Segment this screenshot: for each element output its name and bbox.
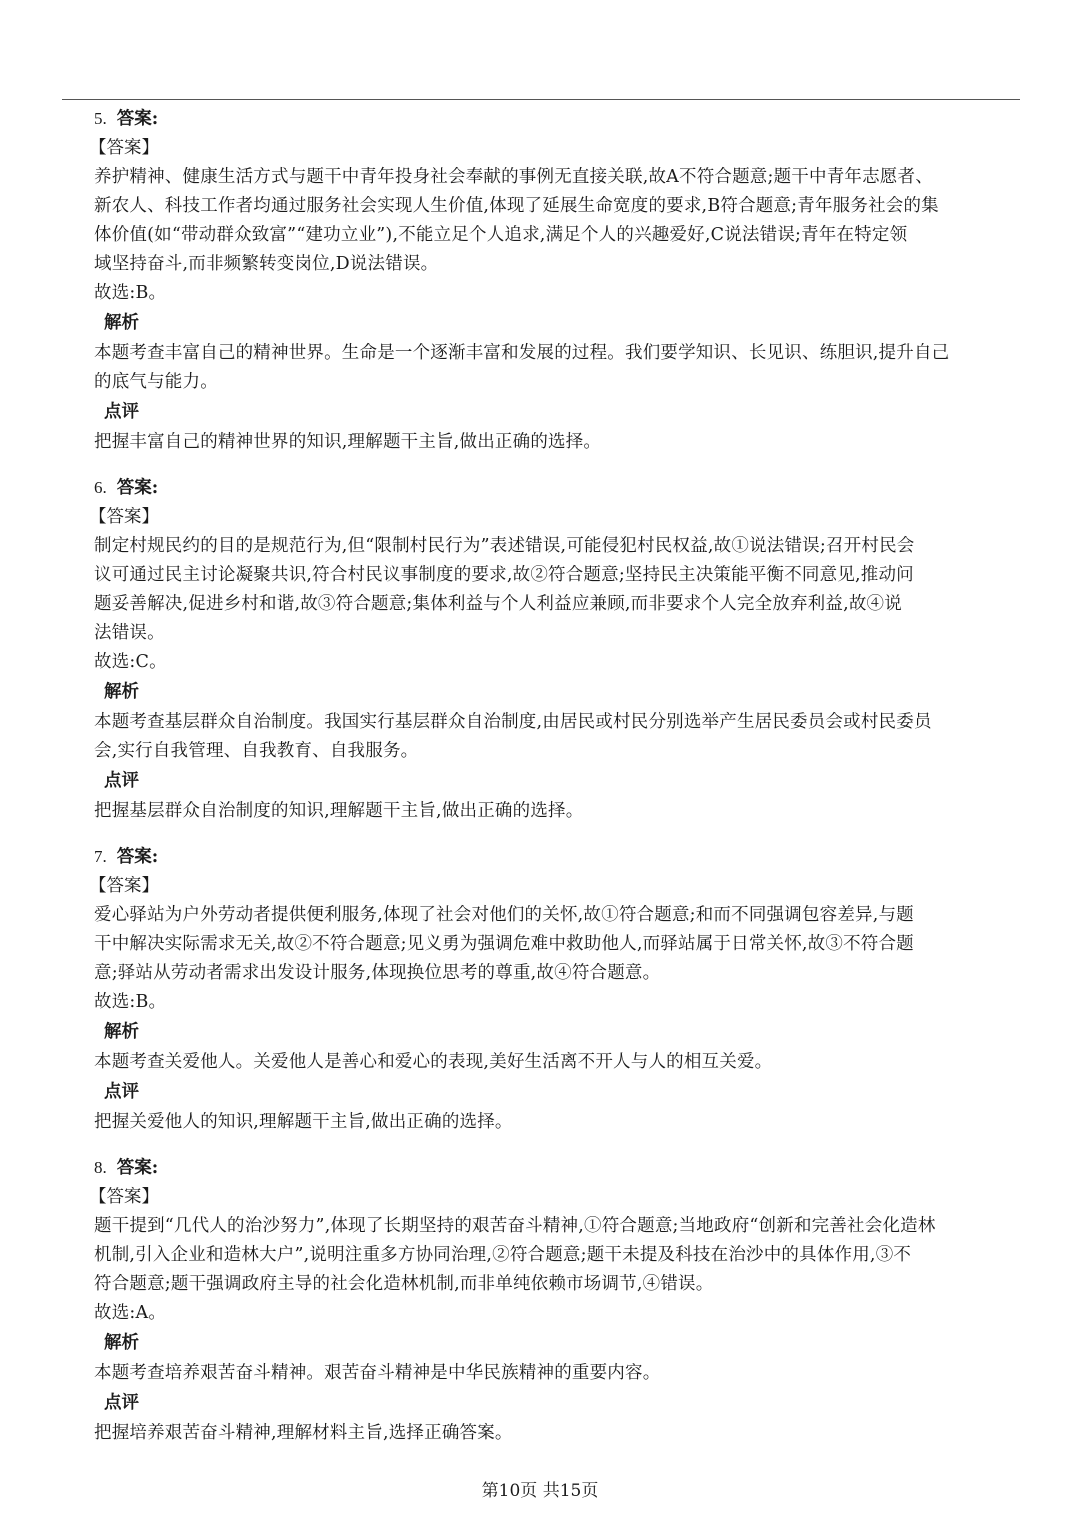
analysis-title: 解析 xyxy=(104,682,139,702)
question-answer-label: 答案: xyxy=(116,478,159,498)
comment-line: 把握关爱他人的知识,理解题干主旨,做出正确的选择。 xyxy=(94,1112,513,1132)
analysis-title: 解析 xyxy=(104,313,139,333)
question-block xyxy=(89,1153,1044,1448)
answer-tag: 【答案】 xyxy=(89,138,159,158)
analysis-line: 本题考查丰富自己的精神世界。生命是一个逐渐丰富和发展的过程。我们要学知识、长见识、练胆识,提升自己 xyxy=(94,343,950,363)
question-answer-label: 答案: xyxy=(116,1158,159,1178)
answer-line: 法错误。 xyxy=(94,623,165,643)
comment-text xyxy=(94,1419,1044,1448)
comment-line: 把握基层群众自治制度的知识,理解题干主旨,做出正确的选择。 xyxy=(94,801,584,821)
answer-line: 议可通过民主讨论凝聚共识,符合村民议事制度的要求,故②符合题意;坚持民主决策能平衡不同意见,推动问 xyxy=(94,565,914,585)
comment-title: 点评 xyxy=(104,1393,139,1413)
answer-line: 意;驿站从劳动者需求出发设计服务,体现换位思考的尊重,故④符合题意。 xyxy=(94,963,661,983)
question-number: 8. xyxy=(94,1158,107,1177)
comment-text xyxy=(94,1108,1044,1137)
question-answer-label: 答案: xyxy=(116,847,159,867)
choice-line: 故选:C。 xyxy=(94,652,167,672)
question-block xyxy=(89,104,1044,457)
header-rule xyxy=(62,99,1020,100)
comment-title: 点评 xyxy=(104,402,139,422)
question-number: 6. xyxy=(94,478,107,497)
question-answer-label: 答案: xyxy=(116,109,159,129)
answer-text xyxy=(94,532,1044,648)
question-block xyxy=(89,473,1044,826)
analysis-text xyxy=(94,708,1044,766)
comment-title: 点评 xyxy=(104,1082,139,1102)
choice-line: 故选:B。 xyxy=(94,992,167,1012)
answer-line: 干中解决实际需求无关,故②不符合题意;见义勇为强调危难中救助他人,而驿站属于日常关怀,故③不符合题 xyxy=(94,934,914,954)
question-number: 7. xyxy=(94,847,107,866)
comment-text xyxy=(94,797,1044,826)
answer-line: 养护精神、健康生活方式与题干中青年投身社会奉献的事例无直接关联,故A不符合题意;题干中青年志愿者、 xyxy=(94,167,933,187)
answer-line: 题干提到“几代人的治沙努力”,体现了长期坚持的艰苦奋斗精神,①符合题意;当地政府“创新和完善社会化造林 xyxy=(94,1216,936,1236)
answer-content xyxy=(89,104,1044,1464)
analysis-line: 本题考查基层群众自治制度。我国实行基层群众自治制度,由居民或村民分别选举产生居民委员会或村民委员 xyxy=(94,712,932,732)
analysis-title: 解析 xyxy=(104,1333,139,1353)
question-heading xyxy=(94,473,1044,503)
choice-line: 故选:A。 xyxy=(94,1303,167,1323)
choice-line: 故选:B。 xyxy=(94,283,167,303)
answer-line: 题妥善解决,促进乡村和谐,故③符合题意;集体利益与个人利益应兼顾,而非要求个人完全放弃利益,故④说 xyxy=(94,594,902,614)
analysis-line: 会,实行自我管理、自我教育、自我服务。 xyxy=(94,741,419,761)
questions-list xyxy=(89,104,1044,1448)
question-heading xyxy=(94,104,1044,134)
page-footer: 第10页 共15页 xyxy=(481,1481,599,1501)
analysis-text xyxy=(94,1359,1044,1388)
comment-line: 把握培养艰苦奋斗精神,理解材料主旨,选择正确答案。 xyxy=(94,1423,513,1443)
answer-line: 制定村规民约的目的是规范行为,但“限制村民行为”表述错误,可能侵犯村民权益,故①说法错误;召开村民会 xyxy=(94,536,915,556)
comment-title: 点评 xyxy=(104,771,139,791)
comment-line: 把握丰富自己的精神世界的知识,理解题干主旨,做出正确的选择。 xyxy=(94,432,602,452)
answer-text xyxy=(94,901,1044,988)
question-heading xyxy=(94,842,1044,872)
analysis-title: 解析 xyxy=(104,1022,139,1042)
analysis-text xyxy=(94,339,1044,397)
answer-tag: 【答案】 xyxy=(89,1187,159,1207)
answer-tag: 【答案】 xyxy=(89,876,159,896)
answer-line: 体价值(如“带动群众致富”“建功立业”),不能立足个人追求,满足个人的兴趣爱好,C说法错误;青年在特定领 xyxy=(94,225,908,245)
answer-line: 新农人、科技工作者均通过服务社会实现人生价值,体现了延展生命宽度的要求,B符合题意;青年服务社会的集 xyxy=(94,196,939,216)
analysis-text xyxy=(94,1048,1044,1077)
analysis-line: 本题考查关爱他人。关爱他人是善心和爱心的表现,美好生活离不开人与人的相互关爱。 xyxy=(94,1052,773,1072)
question-block xyxy=(89,842,1044,1137)
answer-tag: 【答案】 xyxy=(89,507,159,527)
answer-line: 域坚持奋斗,而非频繁转变岗位,D说法错误。 xyxy=(94,254,439,274)
analysis-line: 本题考查培养艰苦奋斗精神。艰苦奋斗精神是中华民族精神的重要内容。 xyxy=(94,1363,661,1383)
answer-text xyxy=(94,1212,1044,1299)
comment-text xyxy=(94,428,1044,457)
answer-line: 机制,引入企业和造林大户”,说明注重多方协同治理,②符合题意;题干未提及科技在治沙中的具体作用,③不 xyxy=(94,1245,912,1265)
analysis-line: 的底气与能力。 xyxy=(94,372,218,392)
answer-line: 爱心驿站为户外劳动者提供便利服务,体现了社会对他们的关怀,故①符合题意;和而不同强调包容差异,与题 xyxy=(94,905,914,925)
question-number: 5. xyxy=(94,109,107,128)
answer-line: 符合题意;题干强调政府主导的社会化造林机制,而非单纯依赖市场调节,④错误。 xyxy=(94,1274,714,1294)
question-heading xyxy=(94,1153,1044,1183)
answer-text xyxy=(94,163,1044,279)
